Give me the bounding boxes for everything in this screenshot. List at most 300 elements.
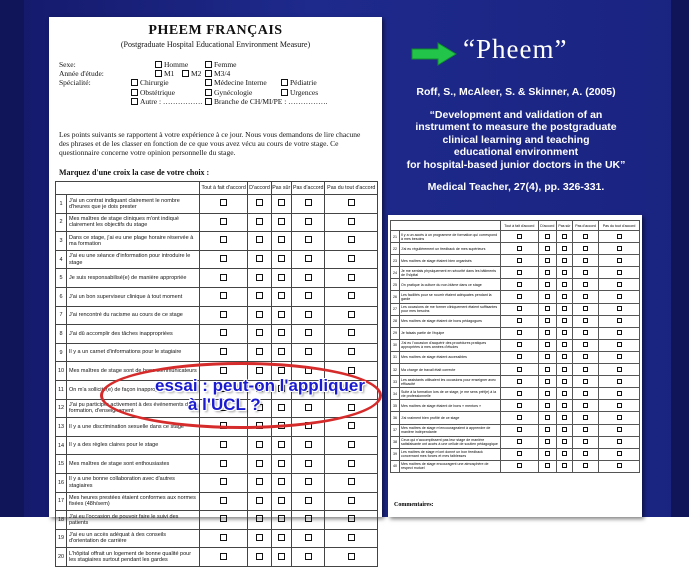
answer-checkbox[interactable] [617,258,622,263]
answer-checkbox[interactable] [617,330,622,335]
answer-checkbox[interactable] [583,270,588,275]
item-text: On pratique la culture du non-blâme dans ce stage [400,279,501,291]
reference-title-line: clinical learning and teaching [442,133,590,146]
answer-checkbox[interactable] [517,270,522,275]
answer-checkbox[interactable] [517,427,522,432]
answer-checkbox[interactable] [348,255,355,262]
col-header: Pas sûr [556,221,572,231]
answer-checkbox[interactable] [278,311,285,318]
answer-cell [556,412,572,424]
table-row [56,269,378,288]
answer-checkbox[interactable] [617,391,622,396]
answer-checkbox[interactable] [517,330,522,335]
answer-cell [572,436,598,448]
answer-checkbox[interactable] [545,379,550,384]
answer-checkbox[interactable] [305,329,312,336]
annee-option-m34[interactable]: M3/4 [205,69,230,78]
col-header: Tout à fait d'accord [200,182,248,195]
answer-checkbox[interactable] [545,354,550,359]
answer-checkbox[interactable] [256,329,263,336]
item-number: 21 [391,231,400,243]
answer-checkbox[interactable] [220,553,227,560]
answer-cell [271,306,291,325]
answer-cell [271,195,291,214]
answer-checkbox[interactable] [517,342,522,347]
answer-cell [572,327,598,339]
item-text: Je faisais partie de l'équipe [400,327,501,339]
answer-checkbox[interactable] [517,306,522,311]
answer-cell [291,492,325,511]
answer-checkbox[interactable] [256,348,263,355]
answer-checkbox[interactable] [220,236,227,243]
answer-checkbox[interactable] [545,391,550,396]
answer-checkbox[interactable] [545,318,550,323]
table-row [391,255,640,267]
answer-cell [599,388,640,400]
answer-checkbox[interactable] [562,391,567,396]
item-number: 37 [391,424,400,436]
answer-checkbox[interactable] [583,258,588,263]
answer-checkbox[interactable] [562,342,567,347]
answer-checkbox[interactable] [562,451,567,456]
answer-checkbox[interactable] [517,246,522,251]
answer-checkbox[interactable] [305,199,312,206]
answer-checkbox[interactable] [583,294,588,299]
answer-cell [248,213,271,232]
answer-checkbox[interactable] [256,311,263,318]
answer-checkbox[interactable] [278,329,285,336]
spec-branche[interactable]: Branche de CH/MI/PE : ……………. [205,97,328,106]
answer-checkbox[interactable] [348,553,355,560]
answer-checkbox[interactable] [220,534,227,541]
questionnaire-page-2 [388,215,642,517]
answer-checkbox[interactable] [617,270,622,275]
answer-checkbox[interactable] [583,318,588,323]
item-text: Mes maîtres de stage étaient de bons « mentors » [400,400,501,412]
answer-checkbox[interactable] [220,329,227,336]
answer-checkbox[interactable] [220,348,227,355]
answer-checkbox[interactable] [348,422,355,429]
answer-cell [291,548,325,567]
answer-cell [271,232,291,251]
answer-checkbox[interactable] [617,354,622,359]
answer-cell [291,287,325,306]
answer-checkbox[interactable] [517,415,522,420]
item-number: 7 [56,306,67,325]
answer-checkbox[interactable] [545,234,550,239]
answer-cell [538,291,556,303]
item-number: 15 [56,455,67,474]
col-header: Pas du tout d'accord [599,221,640,231]
answer-checkbox[interactable] [562,330,567,335]
answer-checkbox[interactable] [562,354,567,359]
answer-checkbox[interactable] [305,292,312,299]
answer-checkbox[interactable] [256,441,263,448]
answer-checkbox[interactable] [517,379,522,384]
answer-checkbox[interactable] [583,463,588,468]
left-band [0,0,24,517]
table-row [391,231,640,243]
right-band [671,0,689,517]
answer-cell [538,255,556,267]
answer-checkbox[interactable] [583,367,588,372]
form-subtitle: (Postgraduate Hospital Educational Environment Measure) [120,40,311,49]
answer-checkbox[interactable] [583,439,588,444]
answer-cell [271,473,291,492]
answer-checkbox[interactable] [256,460,263,467]
answer-cell [556,291,572,303]
answer-checkbox[interactable] [348,292,355,299]
answer-checkbox[interactable] [545,403,550,408]
answer-checkbox[interactable] [562,439,567,444]
item-number: 1 [56,195,67,214]
answer-cell [200,548,248,567]
answer-checkbox[interactable] [256,515,263,522]
answer-checkbox[interactable] [617,246,622,251]
answer-checkbox[interactable] [256,553,263,560]
answer-checkbox[interactable] [583,354,588,359]
spec-pediatrie[interactable]: Pédiatrie [281,78,317,87]
answer-checkbox[interactable] [256,218,263,225]
answer-checkbox[interactable] [562,306,567,311]
answer-checkbox[interactable] [278,441,285,448]
answer-checkbox[interactable] [562,427,567,432]
answer-cell [325,250,378,269]
answer-cell [200,250,248,269]
item-text: Les maîtres de stage m'ont donné un bon feedback concernant mes forces et mes faiblesses [400,448,501,460]
answer-checkbox[interactable] [278,274,285,281]
answer-cell [501,448,539,460]
table-row [391,412,640,424]
answer-checkbox[interactable] [583,403,588,408]
answer-checkbox[interactable] [220,218,227,225]
answer-checkbox[interactable] [583,379,588,384]
answer-cell [501,279,539,291]
answer-checkbox[interactable] [617,318,622,323]
answer-checkbox[interactable] [278,218,285,225]
answer-checkbox[interactable] [617,379,622,384]
answer-checkbox[interactable] [517,367,522,372]
checkbox-icon [281,89,288,96]
table-row [56,232,378,251]
answer-checkbox[interactable] [517,234,522,239]
table-row [56,436,378,455]
answer-checkbox[interactable] [562,463,567,468]
answer-checkbox[interactable] [256,255,263,262]
answer-checkbox[interactable] [305,218,312,225]
answer-checkbox[interactable] [220,292,227,299]
answer-checkbox[interactable] [583,246,588,251]
reference-authors: Roff, S., McAleer, S. & Skinner, A. (2005) [416,86,616,98]
item-number: 18 [56,511,67,530]
answer-checkbox[interactable] [348,199,355,206]
answer-cell [556,364,572,376]
answer-checkbox[interactable] [348,311,355,318]
answer-cell [538,351,556,363]
answer-checkbox[interactable] [256,274,263,281]
answer-checkbox[interactable] [305,255,312,262]
answer-checkbox[interactable] [617,415,622,420]
answer-checkbox[interactable] [517,258,522,263]
spec-chirurgie[interactable]: Chirurgie [131,78,169,87]
answer-checkbox[interactable] [583,234,588,239]
answer-checkbox[interactable] [256,236,263,243]
answer-cell [291,306,325,325]
answer-checkbox[interactable] [348,441,355,448]
answer-cell [271,436,291,455]
answer-cell [291,195,325,214]
answer-cell [538,448,556,460]
answer-checkbox[interactable] [617,234,622,239]
answer-checkbox[interactable] [278,236,285,243]
answer-checkbox[interactable] [517,294,522,299]
answer-checkbox[interactable] [220,441,227,448]
answer-checkbox[interactable] [278,460,285,467]
answer-checkbox[interactable] [278,199,285,206]
answer-cell [572,388,598,400]
spec-obstetrique[interactable]: Obstétrique [131,88,175,97]
answer-cell [501,315,539,327]
answer-checkbox[interactable] [562,415,567,420]
answer-cell [556,327,572,339]
answer-checkbox[interactable] [545,282,550,287]
answer-cell [501,412,539,424]
answer-checkbox[interactable] [562,294,567,299]
answer-checkbox[interactable] [278,348,285,355]
answer-cell [501,243,539,255]
answer-checkbox[interactable] [562,403,567,408]
answer-checkbox[interactable] [517,318,522,323]
answer-checkbox[interactable] [256,478,263,485]
answer-checkbox[interactable] [545,306,550,311]
answer-checkbox[interactable] [545,427,550,432]
answer-checkbox[interactable] [545,367,550,372]
answer-checkbox[interactable] [220,460,227,467]
answer-checkbox[interactable] [617,342,622,347]
annee-option-m2[interactable]: M2 [182,69,201,78]
answer-cell [572,339,598,351]
reference-title-line: instrument to measure the postgraduate [415,121,617,133]
spec-autre[interactable]: Autre : ……………. [131,97,202,106]
answer-cell [599,267,640,279]
answer-checkbox[interactable] [583,415,588,420]
item-number: 25 [391,279,400,291]
table-row [391,279,640,291]
table-row [56,529,378,548]
answer-checkbox[interactable] [517,391,522,396]
answer-cell [572,424,598,436]
answer-checkbox[interactable] [583,342,588,347]
answer-checkbox[interactable] [220,274,227,281]
answer-checkbox[interactable] [517,354,522,359]
reference-journal: Medical Teacher, 27(4), pp. 326-331. [427,181,605,193]
answer-checkbox[interactable] [562,379,567,384]
answer-checkbox[interactable] [617,463,622,468]
answer-checkbox[interactable] [348,497,355,504]
answer-checkbox[interactable] [617,403,622,408]
table-row [56,325,378,344]
item-text: J'ai pu participer activement à des événements de formation, d'enseignement [67,399,200,418]
answer-checkbox[interactable] [256,292,263,299]
answer-checkbox[interactable] [545,270,550,275]
answer-checkbox[interactable] [348,460,355,467]
answer-cell [325,195,378,214]
answer-checkbox[interactable] [583,282,588,287]
header-blank [391,221,501,231]
answer-checkbox[interactable] [348,218,355,225]
answer-cell [572,376,598,388]
table-row [391,424,640,436]
item-number: 9 [56,343,67,362]
item-number: 17 [56,492,67,511]
spec-urgences[interactable]: Urgences [281,88,318,97]
answer-cell [325,325,378,344]
answer-checkbox[interactable] [617,282,622,287]
item-text: Mes maîtres de stage étaient de bons pédagogues [400,315,501,327]
answer-cell [572,351,598,363]
answer-cell [200,511,248,530]
answer-checkbox[interactable] [305,236,312,243]
answer-cell [501,303,539,315]
spec-gynecologie[interactable]: Gynécologie [205,88,252,97]
answer-cell [599,231,640,243]
answer-checkbox[interactable] [562,258,567,263]
answer-checkbox[interactable] [278,534,285,541]
answer-checkbox[interactable] [348,329,355,336]
checkbox-icon [205,79,212,86]
answer-checkbox[interactable] [256,534,263,541]
answer-checkbox[interactable] [348,367,355,374]
answer-checkbox[interactable] [545,415,550,420]
answer-checkbox[interactable] [545,342,550,347]
answer-checkbox[interactable] [348,478,355,485]
answer-checkbox[interactable] [305,311,312,318]
answer-checkbox[interactable] [545,330,550,335]
answer-checkbox[interactable] [517,451,522,456]
sexe-option-homme[interactable]: Homme [155,60,188,69]
answer-checkbox[interactable] [583,391,588,396]
answer-checkbox[interactable] [278,515,285,522]
answer-checkbox[interactable] [545,451,550,456]
checkbox-icon [182,70,189,77]
table-row [391,327,640,339]
answer-cell [572,412,598,424]
answer-checkbox[interactable] [617,294,622,299]
answer-checkbox[interactable] [583,451,588,456]
answer-checkbox[interactable] [305,478,312,485]
item-number: 8 [56,325,67,344]
answer-checkbox[interactable] [278,478,285,485]
answer-checkbox[interactable] [517,463,522,468]
answer-checkbox[interactable] [220,311,227,318]
answer-cell [271,492,291,511]
answer-cell [291,232,325,251]
answer-checkbox[interactable] [278,553,285,560]
answer-checkbox[interactable] [617,451,622,456]
answer-checkbox[interactable] [256,199,263,206]
answer-cell [248,548,271,567]
answer-checkbox[interactable] [278,255,285,262]
answer-checkbox[interactable] [278,497,285,504]
answer-checkbox[interactable] [617,439,622,444]
answer-cell [325,548,378,567]
answer-checkbox[interactable] [278,292,285,299]
answer-checkbox[interactable] [220,515,227,522]
answer-checkbox[interactable] [348,534,355,541]
answer-checkbox[interactable] [517,403,522,408]
answer-cell [248,436,271,455]
answer-cell [248,529,271,548]
table-row [391,388,640,400]
answer-checkbox[interactable] [562,282,567,287]
answer-cell [556,315,572,327]
answer-checkbox[interactable] [583,330,588,335]
answer-checkbox[interactable] [617,427,622,432]
answer-checkbox[interactable] [545,258,550,263]
item-number: 2 [56,213,67,232]
answer-checkbox[interactable] [348,348,355,355]
answer-checkbox[interactable] [545,463,550,468]
answer-checkbox[interactable] [562,270,567,275]
answer-checkbox[interactable] [583,427,588,432]
answer-checkbox[interactable] [348,515,355,522]
answer-checkbox[interactable] [305,534,312,541]
answer-checkbox[interactable] [348,236,355,243]
answer-checkbox[interactable] [220,255,227,262]
answer-checkbox[interactable] [617,306,622,311]
answer-checkbox[interactable] [220,478,227,485]
answer-checkbox[interactable] [562,246,567,251]
answer-checkbox[interactable] [256,497,263,504]
answer-checkbox[interactable] [305,441,312,448]
answer-checkbox[interactable] [348,274,355,281]
answer-cell [538,436,556,448]
spec-medecine[interactable]: Médecine Interne [205,78,267,87]
answer-checkbox[interactable] [220,497,227,504]
item-text: Les occasions de me former cliniquement étaient suffisantes pour mes besoins [400,303,501,315]
answer-checkbox[interactable] [305,553,312,560]
answer-checkbox[interactable] [305,497,312,504]
item-text: Suite à la formation lors de ce stage, je me sens prêt(e) à la vie professionnelle [400,388,501,400]
table-row [56,455,378,474]
answer-checkbox[interactable] [545,294,550,299]
answer-checkbox[interactable] [545,246,550,251]
answer-cell [325,306,378,325]
answer-cell [538,412,556,424]
answer-cell [556,243,572,255]
answer-cell [556,255,572,267]
answer-checkbox[interactable] [305,460,312,467]
answer-checkbox[interactable] [517,282,522,287]
item-text: Les assistants utilisaient les occasions pour enseigner avec efficacité [400,376,501,388]
answer-checkbox[interactable] [305,274,312,281]
answer-checkbox[interactable] [583,306,588,311]
answer-checkbox[interactable] [305,348,312,355]
answer-checkbox[interactable] [517,439,522,444]
answer-cell [248,473,271,492]
answer-cell [556,351,572,363]
answer-checkbox[interactable] [545,439,550,444]
item-text: J'ai un bon superviseur clinique à tout moment [67,287,200,306]
sexe-option-femme[interactable]: Femme [205,60,237,69]
answer-checkbox[interactable] [617,367,622,372]
answer-checkbox[interactable] [562,367,567,372]
annee-option-m1[interactable]: M1 [155,69,174,78]
answer-checkbox[interactable] [562,318,567,323]
answer-checkbox[interactable] [305,515,312,522]
answer-checkbox[interactable] [220,199,227,206]
answer-checkbox[interactable] [562,234,567,239]
